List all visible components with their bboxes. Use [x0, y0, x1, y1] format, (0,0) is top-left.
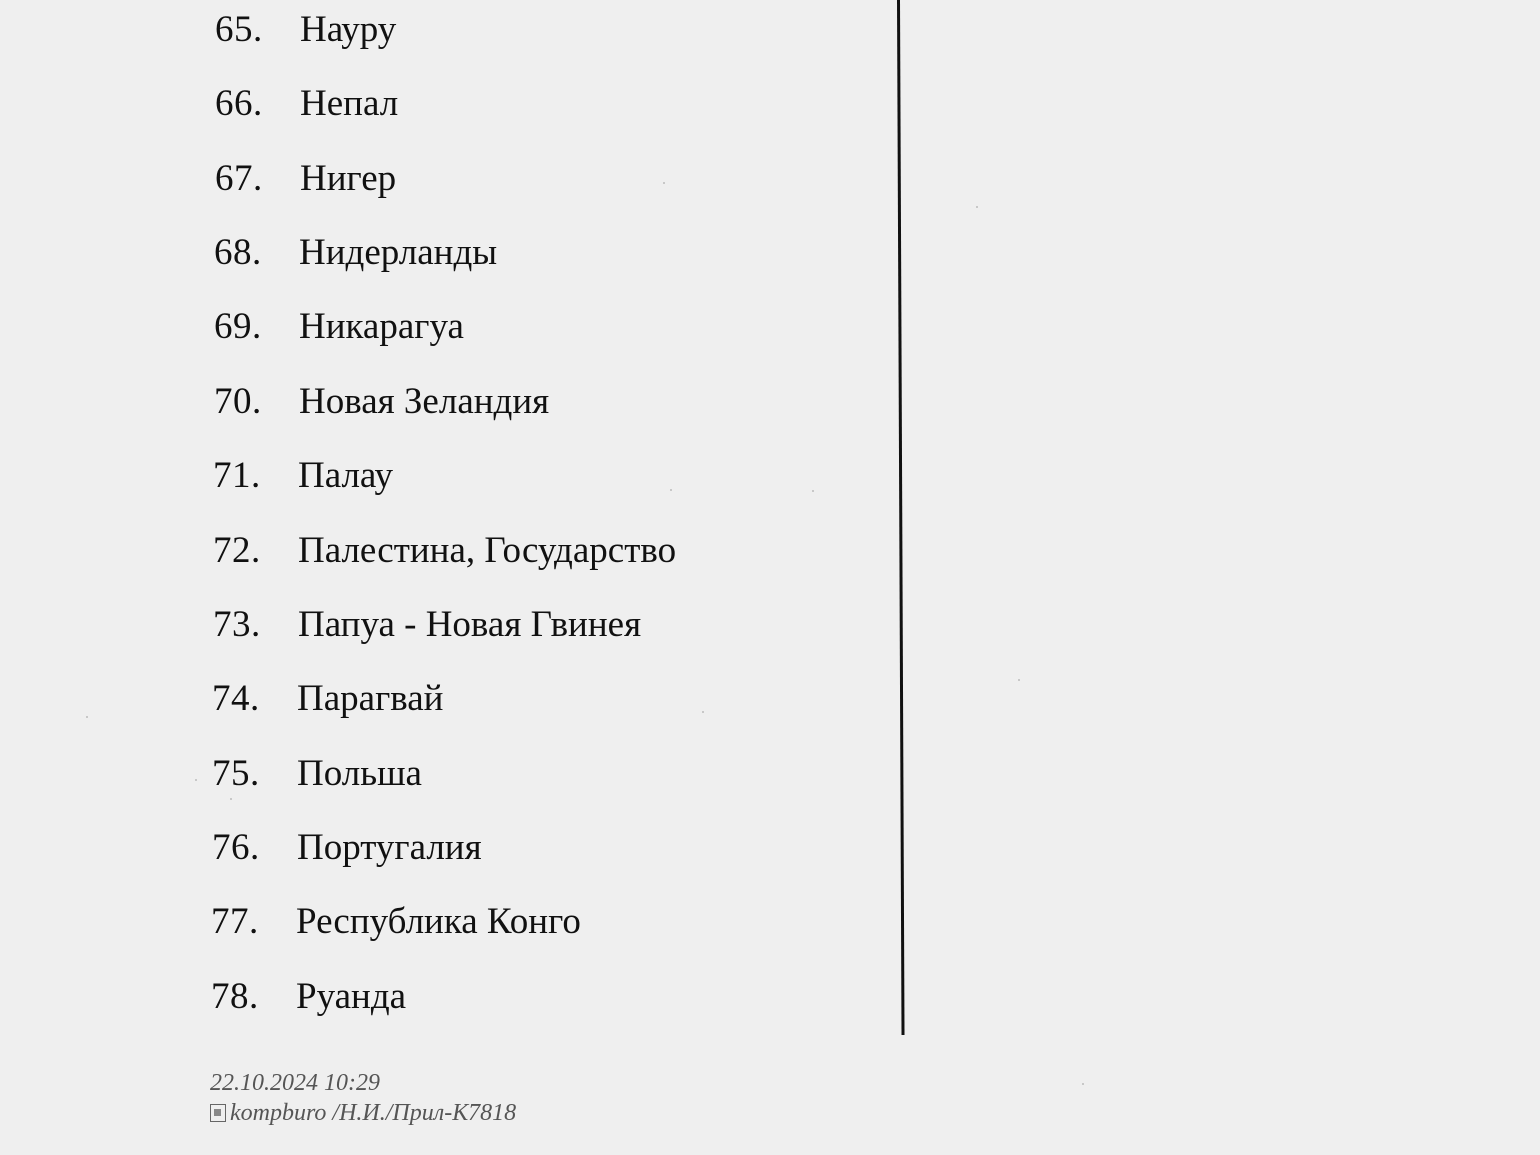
item-name: Нигер — [300, 158, 397, 199]
scan-speck — [976, 206, 978, 208]
scan-speck — [812, 490, 814, 492]
list-item — [213, 454, 893, 498]
list-item — [215, 82, 895, 126]
item-number: 70. — [214, 381, 262, 422]
scan-speck — [670, 489, 672, 491]
item-number: 68. — [214, 232, 262, 273]
scan-speck — [1018, 679, 1020, 681]
scan-speck — [702, 711, 704, 713]
item-number: 72. — [213, 530, 261, 571]
item-name: Парагвай — [297, 678, 444, 719]
list-item — [214, 231, 894, 275]
document-icon — [210, 1104, 226, 1122]
item-number: 78. — [211, 976, 259, 1017]
list-item — [213, 529, 893, 573]
scan-speck — [663, 182, 665, 184]
item-number: 71. — [213, 455, 261, 496]
item-number: 76. — [212, 827, 260, 868]
footer-path-line — [210, 1098, 516, 1128]
document-footer — [210, 1068, 516, 1128]
item-name: Палестина, Государство — [298, 530, 677, 571]
item-name: Республика Конго — [296, 901, 581, 942]
list-item — [214, 305, 894, 349]
item-name: Папуа - Новая Гвинея — [298, 604, 642, 645]
scan-speck — [230, 798, 232, 800]
item-number: 74. — [212, 678, 260, 719]
item-name: Руанда — [296, 976, 407, 1017]
scan-speck — [195, 779, 197, 781]
item-name: Палау — [298, 455, 393, 496]
item-number: 65. — [215, 9, 263, 50]
list-item — [211, 975, 891, 1019]
list-item — [212, 752, 892, 796]
item-number: 67. — [215, 158, 263, 199]
list-item — [212, 677, 892, 721]
list-item — [214, 380, 894, 424]
item-number: 69. — [214, 306, 262, 347]
item-name: Непал — [300, 83, 399, 124]
item-number: 77. — [211, 901, 259, 942]
item-name: Новая Зеландия — [299, 381, 550, 422]
footer-timestamp: 22.10.2024 10:29 — [210, 1070, 380, 1096]
list-item — [215, 8, 895, 52]
item-name: Польша — [297, 753, 422, 794]
item-name: Португалия — [297, 827, 482, 868]
item-name: Никарагуа — [299, 306, 464, 347]
list-item — [212, 826, 892, 870]
scan-speck — [1082, 1083, 1084, 1085]
list-item — [215, 157, 895, 201]
list-item — [213, 603, 893, 647]
item-name: Нидерланды — [299, 232, 498, 273]
item-name: Науру — [300, 9, 397, 50]
list-item — [211, 900, 891, 944]
scan-speck — [86, 716, 88, 718]
footer-path: kompburo /Н.И./Прил-К7818 — [230, 1100, 517, 1126]
item-number: 73. — [213, 604, 261, 645]
item-number: 66. — [215, 83, 263, 124]
item-number: 75. — [212, 753, 260, 794]
